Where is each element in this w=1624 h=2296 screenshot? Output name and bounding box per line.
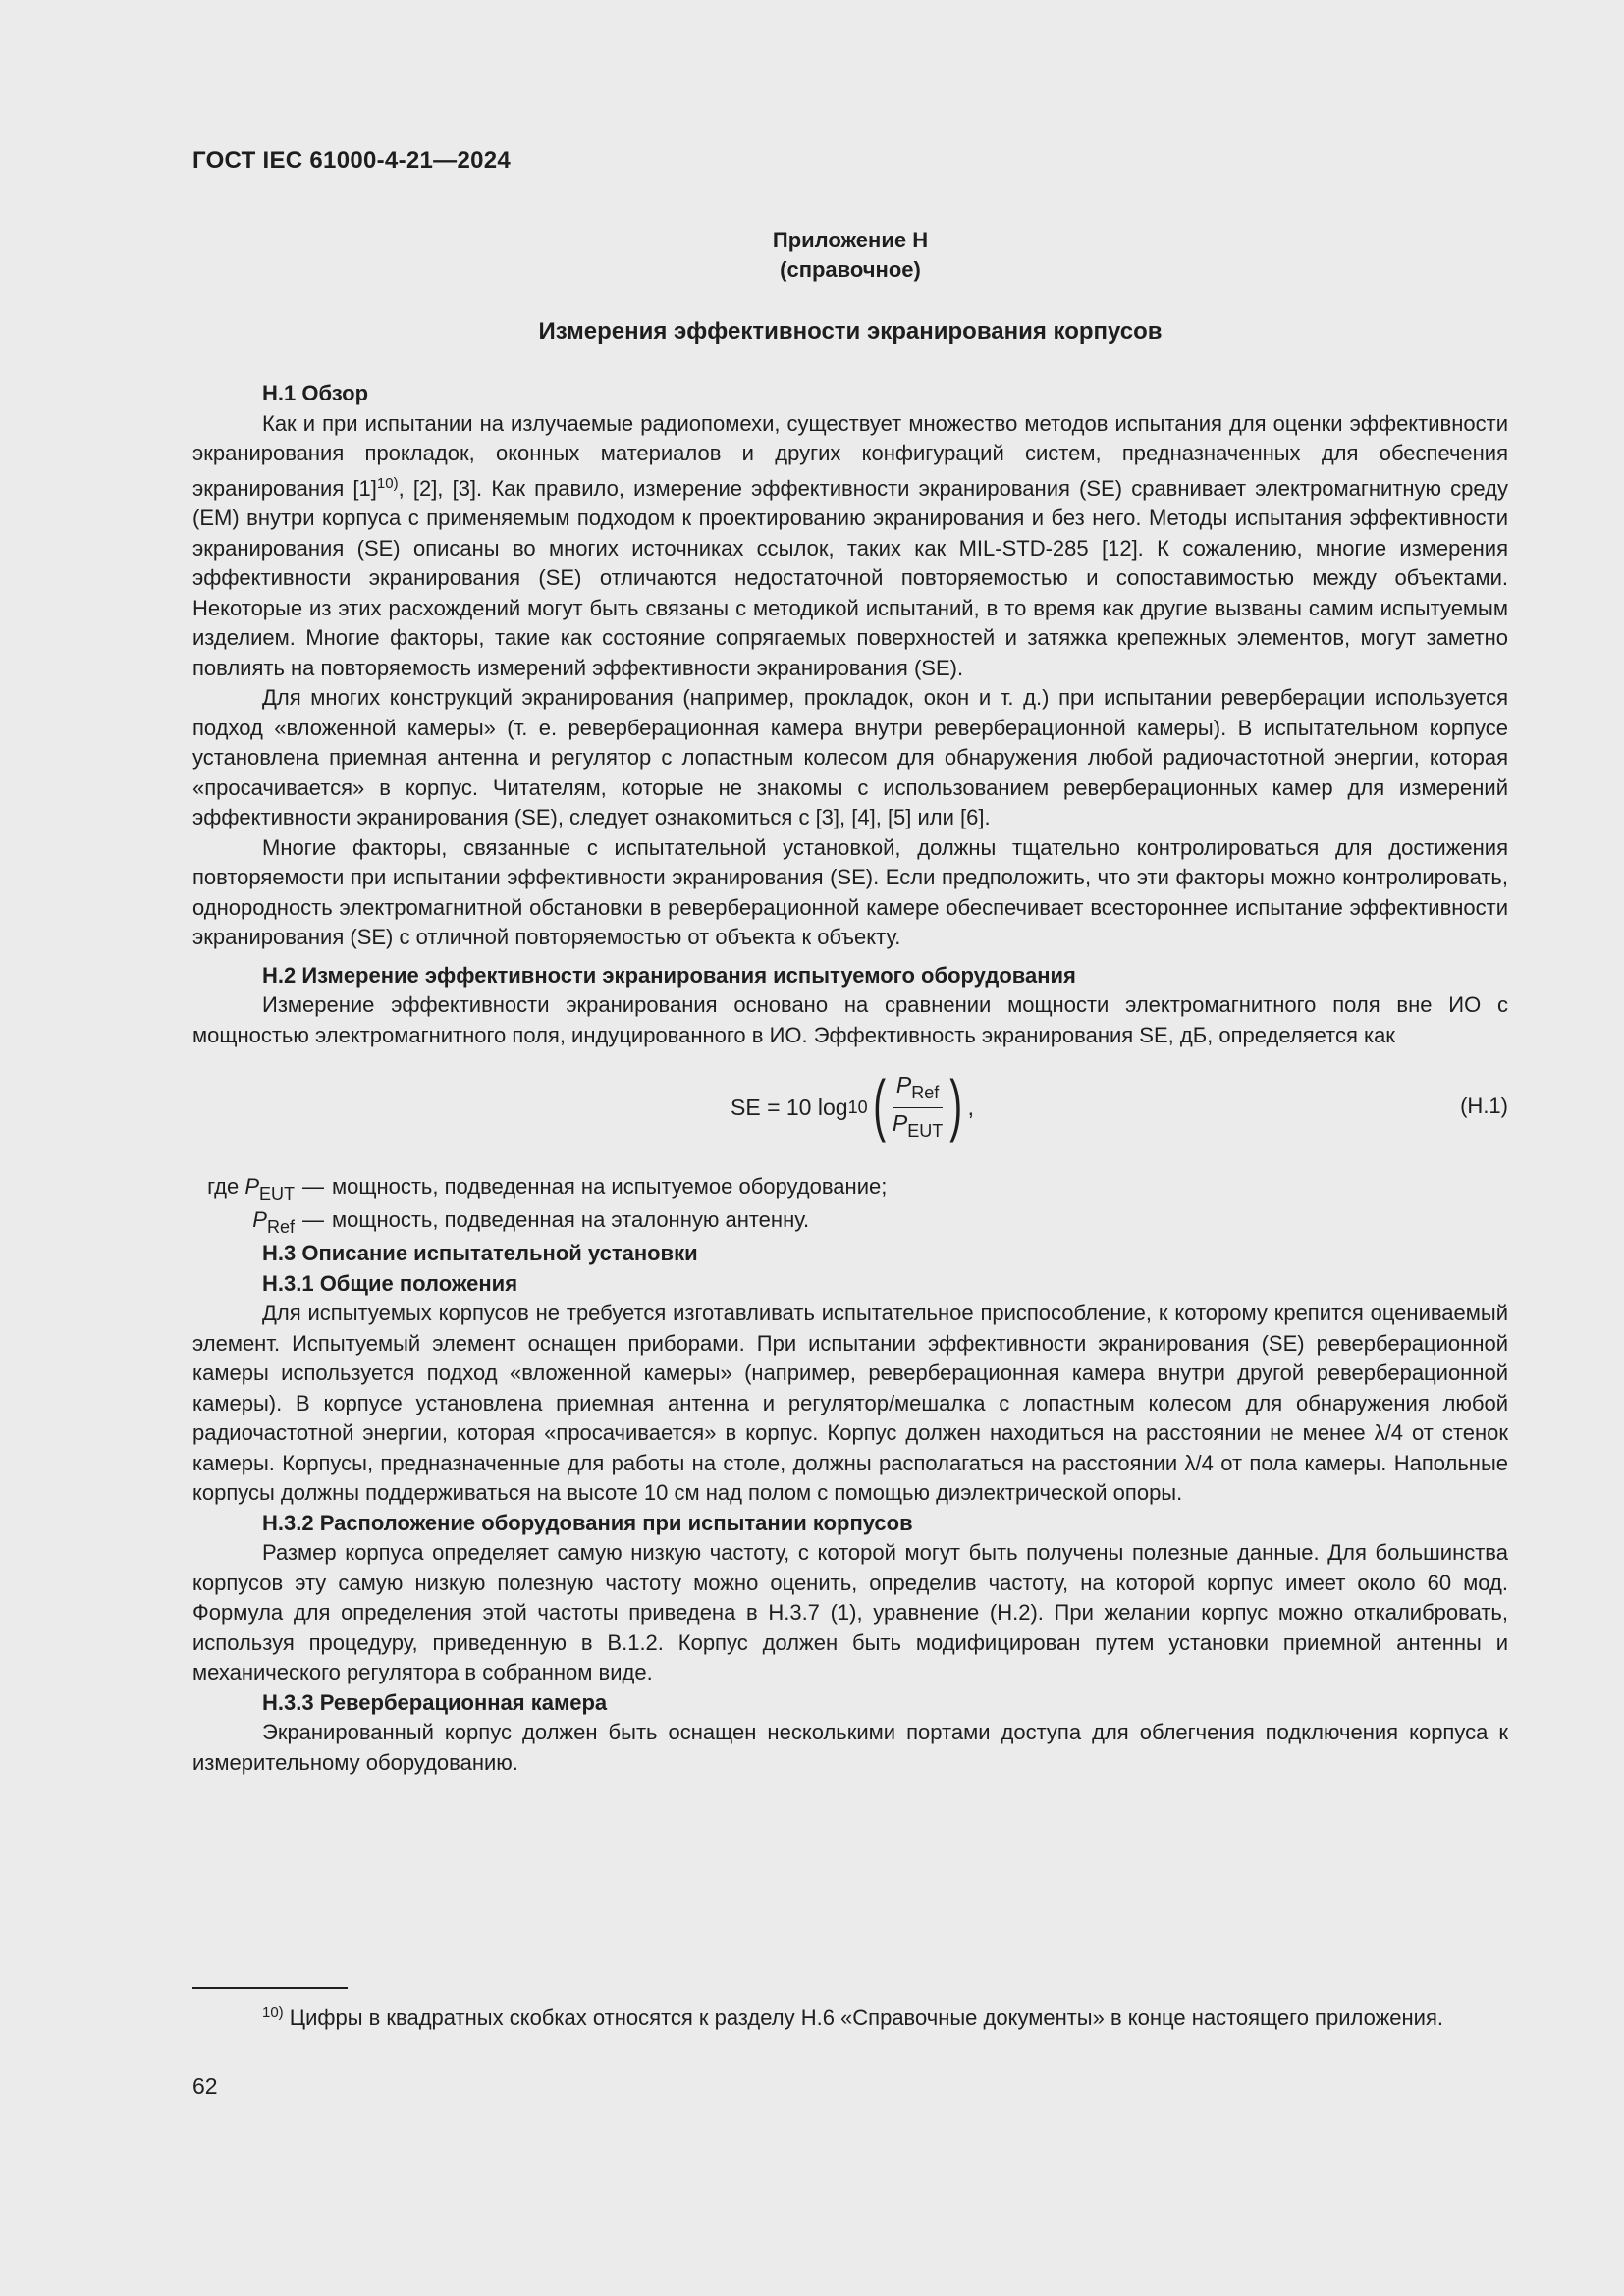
where-sub: EUT bbox=[259, 1184, 295, 1203]
fraction-numerator bbox=[893, 1070, 943, 1108]
footnote-ref: 10) bbox=[376, 474, 399, 492]
paragraph: Измерение эффективности экранирования основано на сравнении мощности электромагнитного поля вне ИО с мощностью электромагнитного поля, индуцированного в ИО. Эффективность экранирования SE, дБ, определяется как bbox=[192, 992, 1508, 1047]
formula-fraction bbox=[889, 1070, 947, 1146]
formula-h1 bbox=[192, 1062, 1508, 1152]
formula-log-base: 10 bbox=[847, 1096, 868, 1117]
where-symbol bbox=[192, 1172, 295, 1209]
num-var: P bbox=[895, 1071, 912, 1097]
paragraph: Для многих конструкций экранирования (например, прокладок, окон и т. д.) при испытании реверберации используется подход «вложенной камеры» (т. е. реверберационная камера внутри реверберационной камеры). В испытательном корпусе установлена приемная антенна и регулятор с лопастным колесом для обнаружения любой радиочастотной энергии, которая «просачивается» в корпус. Читателям, которые не знакомы с использованием реверберационных камер для измерений эффективности экранирования (SE), следует ознакомиться с [3], [4], [5] или [6]. bbox=[192, 685, 1508, 829]
paragraph bbox=[192, 409, 1508, 684]
formula-expression bbox=[731, 1062, 974, 1152]
fraction-denominator bbox=[889, 1108, 947, 1146]
where-intro: где bbox=[207, 1174, 240, 1199]
section-heading-h3: H.3 Описание испытательной установки bbox=[262, 1241, 698, 1265]
where-item bbox=[192, 1172, 1508, 1205]
document-code: ГОСТ IEC 61000-4-21—2024 bbox=[192, 147, 512, 174]
annex-title: Измерения эффективности экранирования корпусов bbox=[538, 318, 1163, 345]
annex-label: Приложение H bbox=[772, 228, 929, 252]
subsection-heading-h31: H.3.1 Общие положения bbox=[262, 1270, 518, 1296]
where-dash: — bbox=[302, 1207, 324, 1232]
where-text: мощность, подведенная на испытуемое оборудование; bbox=[332, 1174, 888, 1199]
den-var: P bbox=[892, 1109, 908, 1136]
where-symbol bbox=[192, 1205, 295, 1243]
where-block bbox=[192, 1172, 1508, 1239]
where-text: мощность, подведенная на эталонную антенну. bbox=[332, 1207, 810, 1232]
paragraph-text: , [2], [3]. Как правило, измерение эффективности экранирования (SE) сравнивает электромагнитную среду (EM) внутри корпуса с применяемым подходом к проектированию экранирования и без него. Методы испытания эффективности экранирования (SE) описаны во многих источниках ссылок, таких как MIL-STD-285 [12]. К сожалению, многие измерения эффективности экранирования (SE) отличаются недостаточной повторяемостью и сопоставимостью между объектами. Некоторые из этих расхождений могут быть связаны с методикой испытаний, в то время как другие вызваны самим испытуемым изделием. Многие факторы, такие как состояние сопрягаемых поверхностей и затяжка крепежных элементов, могут заметно повлиять на повторяемость измерений эффективности экранирования (SE). bbox=[192, 475, 1508, 680]
subsection-heading-h32: H.3.2 Расположение оборудования при испытании корпусов bbox=[262, 1510, 913, 1535]
where-dash: — bbox=[302, 1174, 324, 1199]
formula-trailing: , bbox=[967, 1094, 974, 1120]
annex-header bbox=[192, 226, 1508, 285]
page-number: 62 bbox=[192, 2073, 218, 2099]
num-sub: Ref bbox=[911, 1082, 940, 1102]
footnote bbox=[192, 1999, 1508, 2034]
formula-number: (H.1) bbox=[1460, 1094, 1508, 1118]
document-body bbox=[192, 379, 1508, 1778]
annex-type: (справочное) bbox=[780, 257, 921, 282]
paragraph: Многие факторы, связанные с испытательной установкой, должны тщательно контролироваться для достижения повторяемости при испытании эффективности экранирования (SE). Если предположить, что эти факторы можно контролировать, однородность электромагнитной обстановки в реверберационной камере обеспечивает всестороннее испытание эффективности экранирования (SE) с отличной повторяемостью от объекта к объекту. bbox=[192, 834, 1508, 949]
where-item bbox=[192, 1205, 1508, 1239]
where-sub: Ref bbox=[266, 1217, 295, 1237]
paragraph: Размер корпуса определяет самую низкую частоту, с которой могут быть получены полезные данные. Для большинства корпусов эту самую низкую полезную частоту можно оценить, определив частоту, на которой корпус имеет около 60 мод. Формула для определения этой частоты приведена в H.3.7 (1), уравнение (H.2). При желании корпус можно откалибровать, используя процедуру, приведенную в B.1.2. Корпус должен быть модифицирован путем установки приемной антенны и механического регулятора в собранном виде. bbox=[192, 1540, 1508, 1684]
left-paren: ( bbox=[872, 1066, 886, 1143]
footnote-text: Цифры в квадратных скобках относятся к разделу H.6 «Справочные документы» в конце настоящего приложения. bbox=[283, 2005, 1443, 2030]
subsection-heading-h33: H.3.3 Реверберационная камера bbox=[262, 1689, 608, 1715]
right-paren: ) bbox=[949, 1066, 963, 1143]
section-heading-h1: H.1 Обзор bbox=[262, 381, 369, 405]
footnote-mark: 10) bbox=[262, 2004, 284, 2021]
footnote-divider bbox=[192, 1987, 348, 1989]
where-var: P bbox=[244, 1174, 259, 1199]
formula-lhs: SE = 10 log bbox=[731, 1094, 848, 1120]
paragraph: Экранированный корпус должен быть оснащен несколькими портами доступа для облегчения подключения корпуса к измерительному оборудованию. bbox=[192, 1720, 1508, 1775]
den-sub: EUT bbox=[907, 1120, 944, 1141]
section-heading-h2: H.2 Измерение эффективности экранирования испытуемого оборудования bbox=[262, 962, 1076, 988]
paragraph: Для испытуемых корпусов не требуется изготавливать испытательное приспособление, к которому крепится оцениваемый элемент. Испытуемый элемент оснащен приборами. При испытании эффективности экранирования (SE) реверберационной камеры используется подход «вложенной камеры» (например, реверберационная камера внутри другой реверберационной камеры). В корпусе установлена приемная антенна и регулятор/мешалка с лопастным колесом для обнаружения любой радиочастотной энергии, которая «просачивается» в корпус. Корпус должен находиться на расстоянии не менее λ/4 от стенок камеры. Корпусы, предназначенные для работы на столе, должны располагаться на расстоянии λ/4 от пола камеры. Напольные корпусы должны поддерживаться на высоте 10 см над полом с помощью диэлектрической опоры. bbox=[192, 1301, 1508, 1505]
where-var: P bbox=[252, 1207, 267, 1232]
paragraph-text: Как и при испытании на излучаемые радиопомехи, существует множество методов испытания для оценки эффективности экранирования прокладок, оконных материалов и других конфигураций систем, предназначенных для обеспечения экранирования [1] bbox=[192, 410, 1508, 501]
